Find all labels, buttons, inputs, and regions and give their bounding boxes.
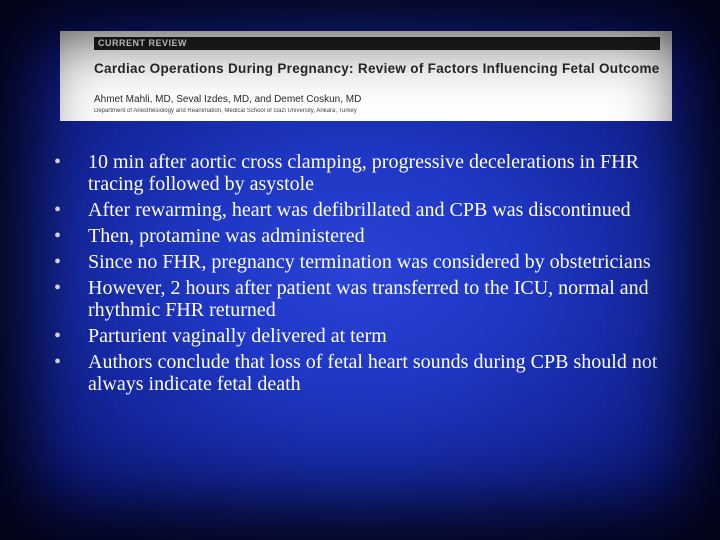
bullet-text: However, 2 hours after patient was transferred to the ICU, normal and rhythmic FHR returned <box>88 277 649 321</box>
bullet-item <box>54 277 674 321</box>
article-affiliation: Department of Anesthesiology and Reanimation, Medical School of Gazi University, Ankara, Turkey <box>94 108 357 114</box>
bullet-text: Parturient vaginally delivered at term <box>88 325 387 347</box>
bullet-icon: • <box>54 325 62 347</box>
bullet-text: Since no FHR, pregnancy termination was considered by obstetricians <box>88 251 651 273</box>
bullet-item <box>54 351 674 395</box>
bullet-icon: • <box>54 151 62 173</box>
bullet-icon: • <box>54 225 62 247</box>
article-header-image <box>60 31 672 121</box>
article-authors: Ahmet Mahli, MD, Seval Izdes, MD, and Demet Coskun, MD <box>94 94 362 105</box>
bullet-item <box>54 151 674 195</box>
bullet-item <box>54 199 674 221</box>
bullet-icon: • <box>54 351 62 373</box>
bullet-item <box>54 325 674 347</box>
bullet-item <box>54 251 674 273</box>
bullet-icon: • <box>54 199 62 221</box>
bullet-text: 10 min after aortic cross clamping, progressive decelerations in FHR tracing followed by asystole <box>88 151 639 195</box>
bullet-item <box>54 225 674 247</box>
bullet-text: Authors conclude that loss of fetal heart sounds during CPB should not always indicate fetal death <box>88 351 658 395</box>
article-title: Cardiac Operations During Pregnancy: Review of Factors Influencing Fetal Outcome <box>94 61 660 76</box>
bullet-icon: • <box>54 251 62 273</box>
section-label: CURRENT REVIEW <box>94 37 660 50</box>
bullet-text: After rewarming, heart was defibrillated and CPB was discontinued <box>88 199 631 221</box>
bullet-text: Then, protamine was administered <box>88 225 365 247</box>
bullet-icon: • <box>54 277 62 299</box>
bullet-list <box>54 151 674 399</box>
